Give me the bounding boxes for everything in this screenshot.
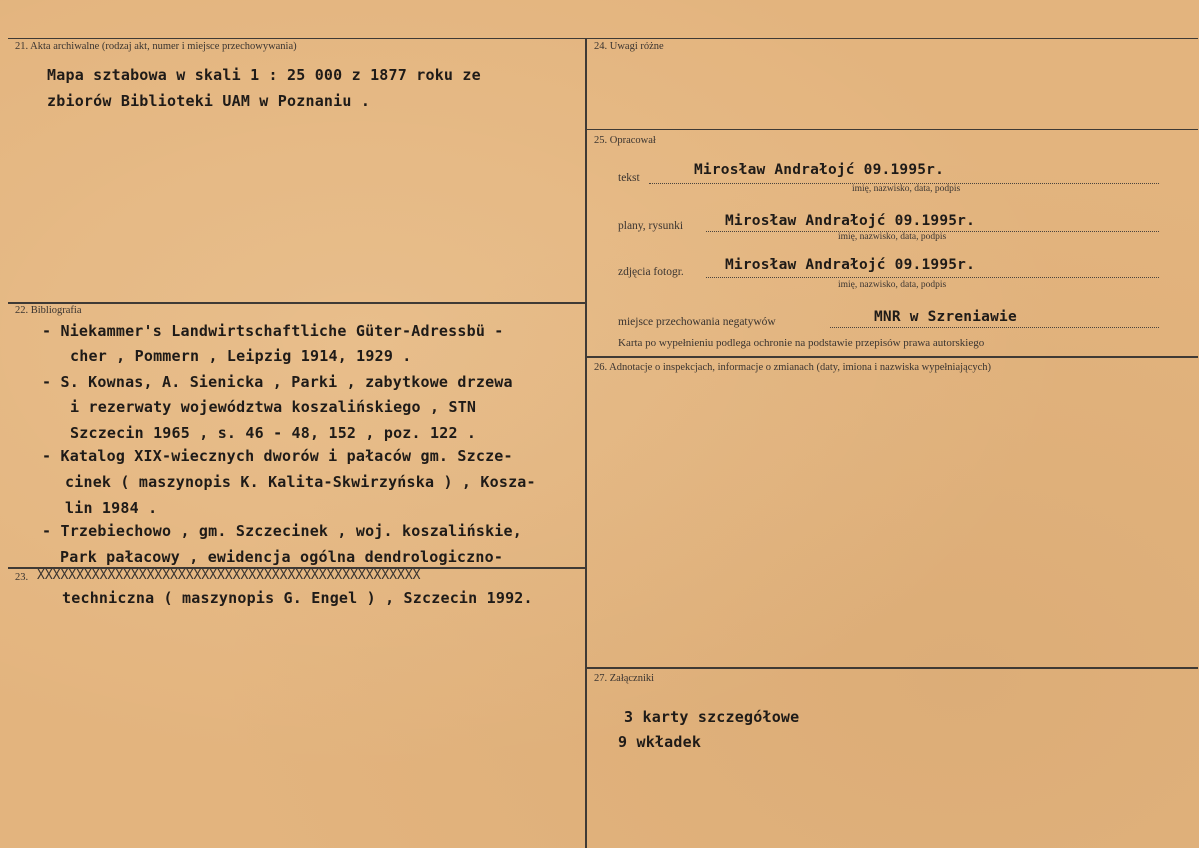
text-author-hint: imię, nazwisko, data, podpis [852,184,961,194]
negatives-location-value: MNR w Szreniawie [874,309,1017,325]
section-27-label: 27. Załączniki [594,673,655,684]
photos-author-value: Mirosław Andrałojć 09.1995r. [725,257,976,273]
bibliography-line-1: - Niekammer's Landwirtschaftliche Güter-Adressbü - [42,322,504,340]
section-21-label: 21. Akta archiwalne (rodzaj akt, numer i miejsce przechowywania) [15,41,297,52]
negatives-dotted-line [830,327,1159,328]
text-author-label: tekst [618,172,640,184]
bibliography-line-7: cinek ( maszynopis K. Kalita-Skwirzyńska ) , Kosza- [65,473,536,491]
bibliography-line-2: cher , Pommern , Leipzig 1914, 1929 . [70,347,412,365]
text-author-value: Mirosław Andrałojć 09.1995r. [694,162,945,178]
divider-26-27 [586,667,1198,669]
divider-top-right [586,38,1198,39]
archive-line-1: Mapa sztabowa w skali 1 : 25 000 z 1877 roku ze [47,66,481,84]
bibliography-continuation: techniczna ( maszynopis G. Engel ) , Szczecin 1992. [62,589,533,607]
photos-author-dotted-line [706,277,1159,278]
plans-author-value: Mirosław Andrałojć 09.1995r. [725,213,976,229]
divider-vertical-center [585,38,587,848]
photos-author-hint: imię, nazwisko, data, podpis [838,280,947,290]
bibliography-line-4: i rezerwaty województwa koszalińskiego , STN [70,398,477,416]
bibliography-line-5: Szczecin 1965 , s. 46 - 48, 152 , poz. 122 . [70,424,477,442]
section-26-label: 26. Adnotacje o inspekcjach, informacje o zmianach (daty, imiona i nazwiska wypełniających) [594,362,992,373]
bibliography-line-9: - Trzebiechowo , gm. Szczecinek , woj. koszalińskie, [42,522,522,540]
bibliography-line-6: - Katalog XIX-wiecznych dworów i pałaców gm. Szcze- [42,447,513,465]
plans-author-label: plany, rysunki [618,220,684,232]
divider-21-22 [8,302,585,304]
negatives-location-label: miejsce przechowania negatywów [618,316,776,328]
archive-line-2: zbiorów Biblioteki UAM w Poznaniu . [47,92,371,110]
struck-out-heading: XXXXXXXXXXXXXXXXXXXXXXXXXXXXXXXXXXXXXXXXXXXXXXXXX [37,568,421,583]
section-23-label: 23. [15,572,29,583]
photos-author-label: zdjęcia fotogr. [618,266,684,278]
attachments-line-2: 9 wkładek [618,733,702,751]
attachments-line-1: 3 karty szczegółowe [624,708,800,726]
bibliography-line-10: Park pałacowy , ewidencja ogólna dendrologiczno- [60,548,504,566]
copyright-note: Karta po wypełnieniu podlega ochronie na podstawie przepisów prawa autorskiego [618,337,985,349]
section-22-label: 22. Bibliografia [15,305,82,316]
section-24-label: 24. Uwagi różne [594,41,664,52]
bibliography-line-3: - S. Kownas, A. Sienicka , Parki , zabytkowe drzewa [42,373,513,391]
divider-24-25 [586,129,1198,130]
divider-25-26 [586,356,1198,358]
section-25-label: 25. Opracował [594,135,656,146]
plans-author-hint: imię, nazwisko, data, podpis [838,232,947,242]
bibliography-line-8: lin 1984 . [65,499,158,517]
divider-top-left [8,38,585,39]
